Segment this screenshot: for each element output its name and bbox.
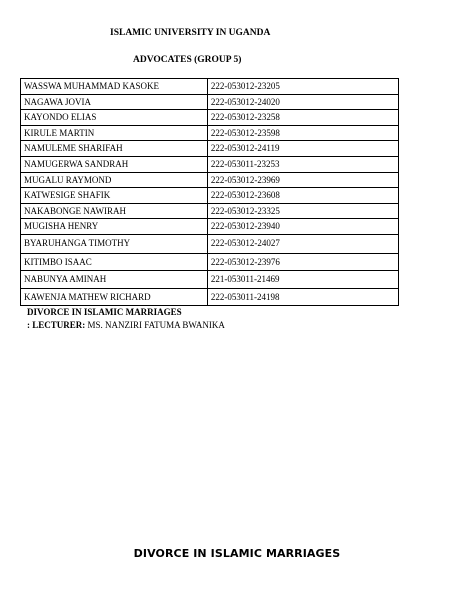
group-title: ADVOCATES (GROUP 5) — [133, 55, 242, 65]
table-row — [21, 156, 399, 172]
table-row — [21, 219, 399, 235]
member-name: MUGALU RAYMOND — [21, 172, 208, 188]
member-name: MUGISHA HENRY — [21, 219, 208, 235]
table-row — [21, 271, 399, 289]
table-row — [21, 253, 399, 271]
member-name: NAMUGERWA SANDRAH — [21, 156, 208, 172]
member-name: KAWENJA MATHEW RICHARD — [21, 288, 208, 306]
member-reg-number: 222-053012-23598 — [207, 125, 398, 141]
member-reg-number: 222-053011-24198 — [207, 288, 398, 306]
table-row — [21, 203, 399, 219]
university-title: ISLAMIC UNIVERSITY IN UGANDA — [110, 28, 271, 38]
member-reg-number: 222-053012-23940 — [207, 219, 398, 235]
course-topic: DIVORCE IN ISLAMIC MARRIAGES — [27, 307, 182, 317]
member-name: BYARUHANGA TIMOTHY — [21, 234, 208, 253]
member-reg-number: 222-053012-23205 — [207, 79, 398, 95]
member-reg-number: 222-053011-23253 — [207, 156, 398, 172]
member-name: KIRULE MARTIN — [21, 125, 208, 141]
table-row — [21, 288, 399, 306]
member-name: WASSWA MUHAMMAD KASOKE — [21, 79, 208, 95]
member-reg-number: 222-053012-23969 — [207, 172, 398, 188]
table-row — [21, 234, 399, 253]
lecturer-label: : LECTURER: — [27, 320, 86, 330]
members-table-body — [21, 79, 399, 306]
member-name: KAYONDO ELIAS — [21, 110, 208, 126]
table-row — [21, 94, 399, 110]
member-reg-number: 222-053012-23258 — [207, 110, 398, 126]
table-row — [21, 141, 399, 157]
footer-title: DIVORCE IN ISLAMIC MARRIAGES — [133, 547, 341, 560]
member-name: KITIMBO ISAAC — [21, 253, 208, 271]
members-table — [20, 78, 399, 306]
table-row — [21, 110, 399, 126]
member-reg-number: 222-053012-23976 — [207, 253, 398, 271]
lecturer-line — [27, 320, 225, 330]
table-row — [21, 188, 399, 204]
member-name: KATWESIGE SHAFIK — [21, 188, 208, 204]
member-name: NABUNYA AMINAH — [21, 271, 208, 289]
member-reg-number: 222-053012-24119 — [207, 141, 398, 157]
table-row — [21, 79, 399, 95]
member-reg-number: 222-053012-23325 — [207, 203, 398, 219]
member-reg-number: 221-053011-21469 — [207, 271, 398, 289]
table-row — [21, 125, 399, 141]
table-row — [21, 172, 399, 188]
member-name: NAKABONGE NAWIRAH — [21, 203, 208, 219]
member-reg-number: 222-053012-23608 — [207, 188, 398, 204]
lecturer-name: MS. NANZIRI FATUMA BWANIKA — [87, 320, 225, 330]
member-name: NAGAWA JOVIA — [21, 94, 208, 110]
member-name: NAMULEME SHARIFAH — [21, 141, 208, 157]
member-reg-number: 222-053012-24027 — [207, 234, 398, 253]
member-reg-number: 222-053012-24020 — [207, 94, 398, 110]
